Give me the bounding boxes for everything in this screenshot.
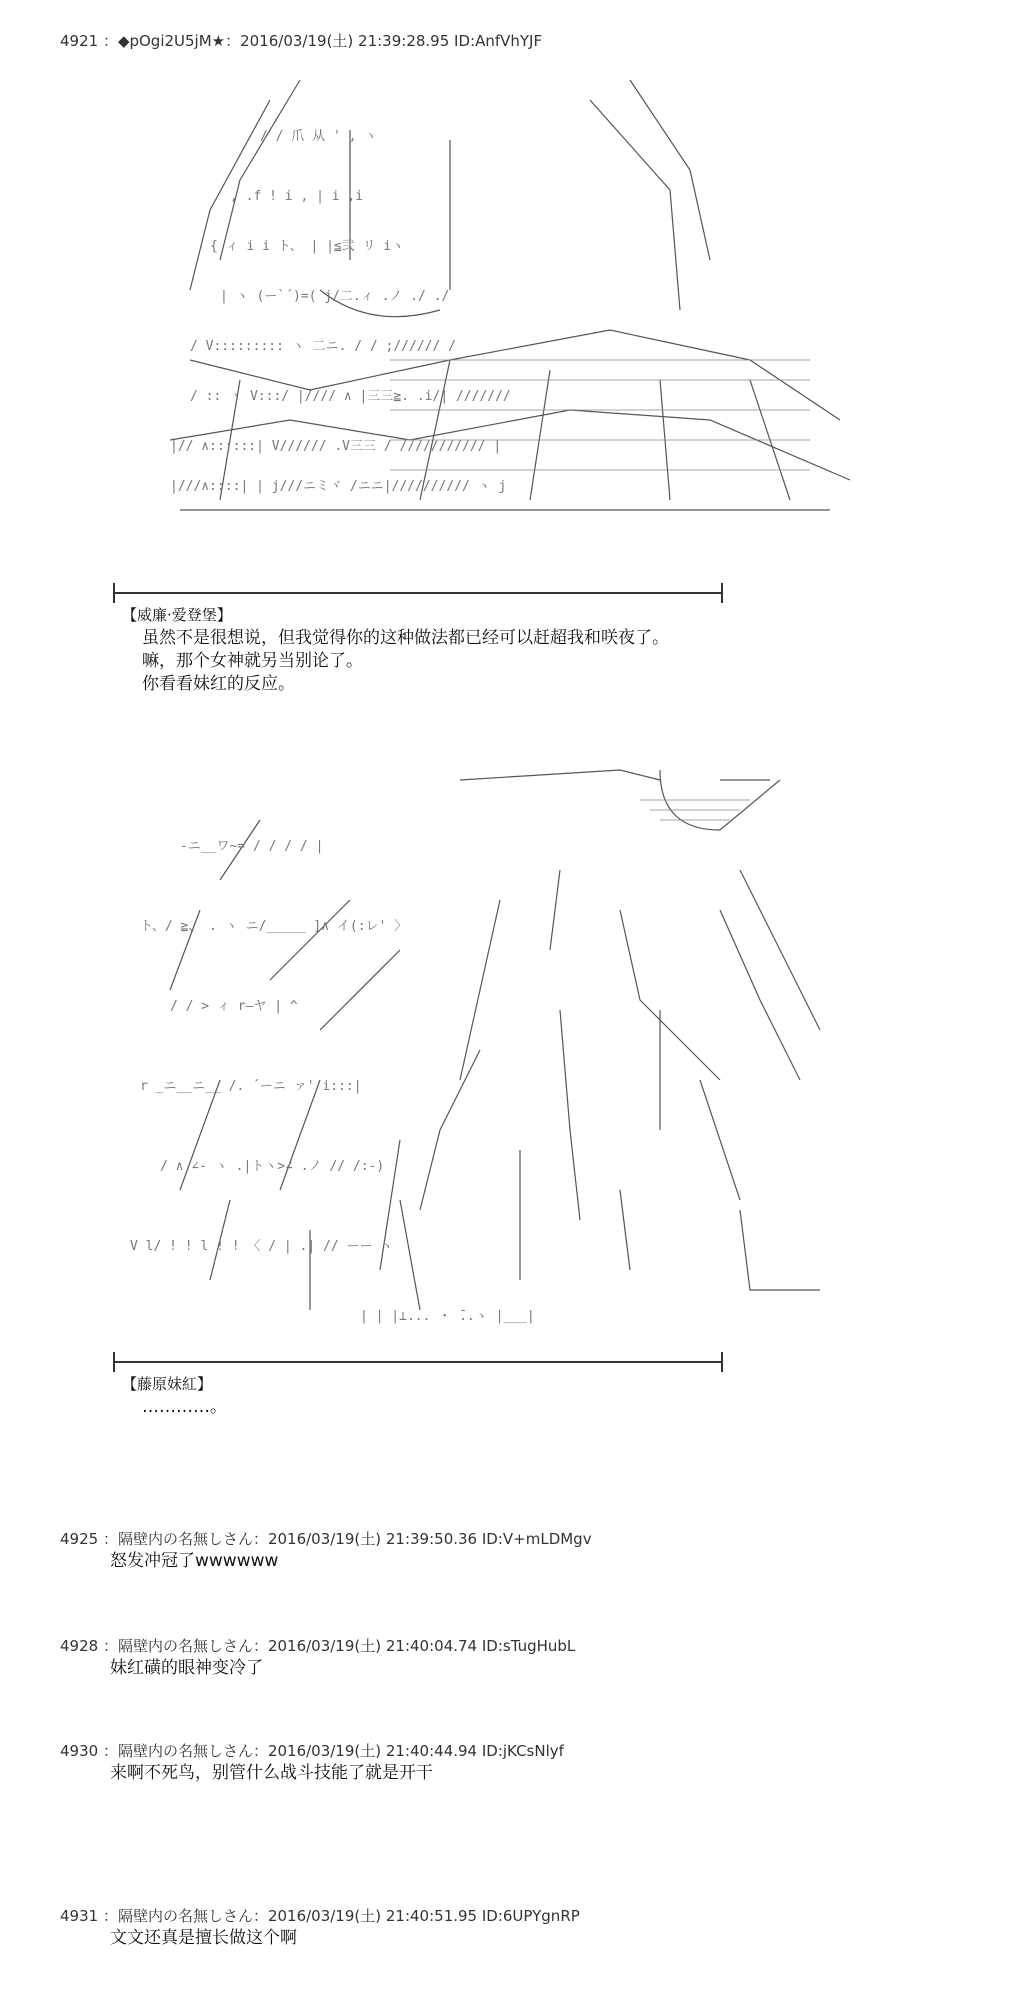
svg-text:V l/ ! ! l ! ! 〈 / | .|: V l/ ! ! l ! ! 〈 / | .| // ーー ヽ: [130, 1239, 394, 1254]
post-header-4931: 4931 ：隔壁内の名無しさん：2016/03/19(土) 21:40:51.95 ID:6UPYgnRP: [60, 1907, 580, 1925]
post-body-4928: [110, 1657, 263, 1680]
separator-cap-right: [721, 583, 723, 603]
dialogue-line: 你看看妹红的反应。: [142, 674, 295, 694]
post-header-4925: 4925 ：隔壁内の名無しさん：2016/03/19(土) 21:39:50.36 ID:V+mLDMgv: [60, 1530, 592, 1548]
svg-text:/ / > ィ r―ヤ |: / / > ィ r―ヤ | ^: [170, 999, 298, 1014]
dialogue-line: 虽然不是很想说，但我觉得你的这种做法都已经可以赶超我和咲夜了。: [142, 628, 669, 648]
svg-text:/ V::::::::: ヽ 二ニ. /: / V::::::::: ヽ 二ニ. / / ;////// /: [190, 339, 456, 354]
ascii-art-mokou-drawing: [100, 750, 920, 1350]
ascii-art-mokou: [100, 750, 920, 1350]
ascii-art-william: [150, 60, 880, 590]
speaker-name: 【威廉·爱登堡】: [122, 606, 232, 624]
post-header-4930: 4930 ：隔壁内の名無しさん：2016/03/19(土) 21:40:44.94 ID:jKCsNlyf: [60, 1742, 564, 1760]
svg-text:/ :: ヽ V:::/ |//// ∧ |三三≧: / :: ヽ V:::/ |//// ∧ |三三≧. .i/| ///////: [190, 389, 511, 404]
post-body-4930: [110, 1762, 433, 1785]
separator-rule: [113, 1361, 723, 1363]
svg-text:/ ∧ ∠- ヽ .|トヽ>∠ .ノ //: / ∧ ∠- ヽ .|トヽ>∠ .ノ // /:-): [160, 1159, 385, 1174]
svg-text:r _ニ__ニ__ /. ´ーニ ァ': r _ニ__ニ__ /. ´ーニ ァ' i:::|: [140, 1079, 362, 1094]
post-text: 妹红磺的眼神变冷了: [110, 1658, 263, 1678]
post-text: 怒发冲冠了wwwwww: [110, 1551, 279, 1571]
separator-line: [113, 1352, 723, 1372]
svg-text:, .f ! i , |: , .f ! i , | i ,i: [230, 189, 364, 204]
svg-text:| ヽ (ー`´)=( j/二.ィ .ノ: | ヽ (ー`´)=( j/二.ィ .ノ ./ ./: [220, 289, 450, 304]
svg-text:/ / 爪 从 ' ,: / / 爪 从 ' , ヽ: [260, 129, 378, 144]
speaker-name: 【藤原妹紅】: [122, 1375, 213, 1393]
post-text: 来啊不死鸟，别管什么战斗技能了就是开干: [110, 1763, 433, 1783]
separator-cap-right: [721, 1352, 723, 1372]
post-header-4921: 4921 ：◆pOgi2U5jM★：2016/03/19(土) 21:39:28.95 ID:AnfVhYJF: [60, 32, 543, 50]
svg-text:{ ィ i i ト、 | |≦弐: { ィ i i ト、 | |≦弐 リ iヽ: [210, 239, 405, 254]
post-body-4925: [110, 1550, 278, 1573]
dialogue-line: …………。: [142, 1397, 227, 1417]
dialogue-line: 嘛，那个女神就另当别论了。: [142, 651, 363, 671]
svg-text:-ニ__ワ~= / / / / |: -ニ__ワ~= / / / / |: [180, 839, 324, 854]
separator-line: [113, 583, 723, 603]
separator-rule: [113, 592, 723, 594]
svg-text:|///∧::::| | j///ニミヾ /ニニ|///: |///∧::::| | j///ニミヾ /ニニ|////////// ヽ j: [170, 479, 507, 494]
ascii-art-william-drawing: [150, 60, 880, 590]
dialogue-william: [122, 604, 669, 696]
separator-cap-left: [113, 583, 115, 603]
separator-cap-left: [113, 1352, 115, 1372]
post-body-4931: [110, 1927, 297, 1950]
post-text: 文文还真是擅长做这个啊: [110, 1928, 297, 1948]
svg-text:|// ∧::::::| V////// .V三三 /: |// ∧::::::| V////// .V三三 / /////////// |: [170, 439, 502, 454]
svg-text:ト、/ ≧、 . ヽ ニ/_____ ]∧ イ(:レ: ト、/ ≧、 . ヽ ニ/_____ ]∧ イ(:レ' 〉: [140, 919, 408, 934]
svg-text:| | |⊥... ・ ̄..ヽ |___|: | | |⊥... ・ ̄..ヽ |___|: [360, 1309, 535, 1324]
post-header-4928: 4928 ：隔壁内の名無しさん：2016/03/19(土) 21:40:04.74 ID:sTugHubL: [60, 1637, 576, 1655]
dialogue-mokou: [122, 1373, 227, 1419]
